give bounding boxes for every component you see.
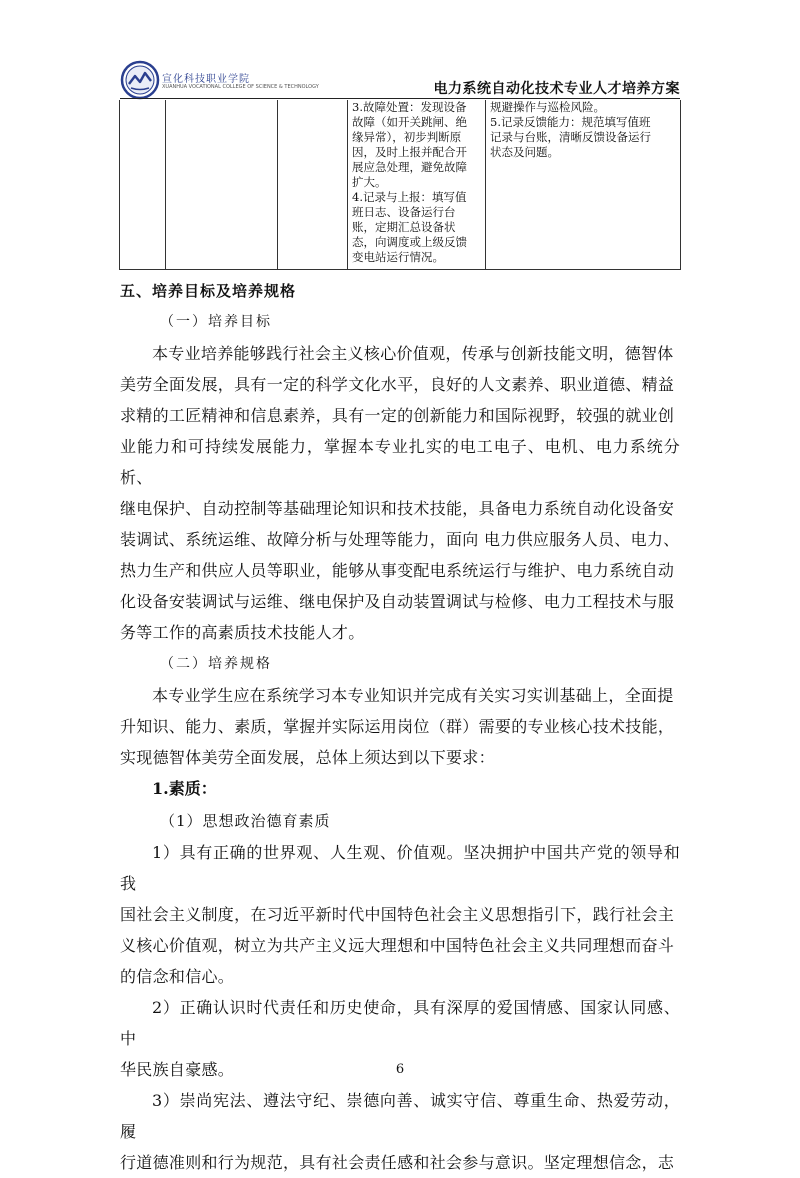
text-line: 装调试、系统运维、故障分析与处理等能力，面向 电力供应服务人员、电力、 bbox=[120, 530, 680, 549]
text-line: 热力生产和供应人员等职业，能够从事变配电系统运行与维护、电力系统自动 bbox=[120, 561, 675, 580]
cell-line: 账，定期汇总设备状 bbox=[352, 220, 456, 234]
text-line: 务等工作的高素质技术技能人才。 bbox=[120, 623, 365, 642]
spec-paragraph bbox=[120, 680, 680, 773]
text-line: 继电保护、自动控制等基础理论知识和技术技能，具备电力系统自动化设备安 bbox=[120, 499, 675, 518]
table-column-divider bbox=[165, 100, 166, 269]
section-heading: 五、培养目标及培养规格 bbox=[120, 282, 297, 300]
school-name: 宣化科技职业学院 bbox=[162, 74, 250, 85]
text-line: 1）具有正确的世界观、人生观、价值观。坚决拥护中国共产党的领导和我 bbox=[120, 843, 680, 893]
cell-line: 4.记录与上报：填写值 bbox=[352, 190, 467, 204]
cell-line: 故障（如开关跳闸、绝 bbox=[352, 115, 467, 129]
table-cell-abilities bbox=[490, 100, 676, 160]
document-body bbox=[120, 276, 680, 1178]
cell-line: 变电站运行情况。 bbox=[352, 250, 444, 264]
table-column-divider bbox=[277, 100, 278, 269]
header-divider bbox=[120, 98, 680, 99]
table-fragment bbox=[119, 100, 681, 270]
text-line: 的信念和信心。 bbox=[120, 967, 235, 986]
cell-line: 扩大。 bbox=[352, 175, 387, 189]
text-line: 本专业学生应在系统学习本专业知识并完成有关实习实训基础上，全面提 bbox=[152, 686, 674, 705]
subsection-heading-goal: （一）培养目标 bbox=[160, 314, 272, 330]
subsection-heading-spec: （二）培养规格 bbox=[160, 656, 272, 672]
quality-heading: 1.素质： bbox=[152, 779, 217, 798]
school-logo-icon bbox=[120, 60, 160, 100]
text-line: 义核心价值观，树立为共产主义远大理想和中国特色社会主义共同理想而奋斗 bbox=[120, 936, 675, 955]
cell-line: 状态及问题。 bbox=[490, 145, 559, 159]
text-line: 华民族自豪感。 bbox=[120, 1060, 235, 1079]
text-line: 求精的工匠精神和信息素养，具有一定的创新能力和国际视野，较强的就业创 bbox=[120, 406, 675, 425]
cell-line: 因，及时上报并配合开 bbox=[352, 145, 467, 159]
text-line: 3）崇尚宪法、遵法守纪、崇德向善、诚实守信、尊重生命、热爱劳动，履 bbox=[120, 1091, 680, 1141]
cell-line: 班日志、设备运行台 bbox=[352, 205, 456, 219]
table-column-divider bbox=[485, 100, 486, 269]
text-line: 2）正确认识时代责任和历史使命，具有深厚的爱国情感、国家认同感、中 bbox=[120, 998, 680, 1048]
cell-line: 3.故障处置：发现设备 bbox=[352, 100, 467, 114]
cell-line: 5.记录反馈能力：规范填写值班 bbox=[490, 115, 651, 129]
moral-heading: （1）思想政治德育素质 bbox=[160, 812, 331, 830]
text-line: 实现德智体美劳全面发展，总体上须达到以下要求： bbox=[120, 748, 495, 767]
table-column-divider bbox=[347, 100, 348, 269]
text-line: 行道德准则和行为规范，具有社会责任感和社会参与意识。坚定理想信念，志 bbox=[120, 1153, 675, 1172]
table-border-left bbox=[119, 100, 120, 269]
page-header bbox=[120, 60, 680, 100]
document-title: 电力系统自动化技术专业人才培养方案 bbox=[433, 81, 680, 97]
cell-line: 展应急处理，避免故障 bbox=[352, 160, 467, 174]
text-line: 国社会主义制度，在习近平新时代中国特色社会主义思想指引下，践行社会主 bbox=[120, 905, 675, 924]
text-line: 本专业培养能够践行社会主义核心价值观，传承与创新技能文明，德智体 bbox=[152, 344, 674, 363]
goal-paragraph bbox=[120, 338, 680, 648]
cell-line: 规避操作与巡检风险。 bbox=[490, 100, 605, 114]
table-border-right bbox=[680, 100, 681, 269]
cell-line: 缘异常），初步判断原 bbox=[352, 130, 462, 144]
item-3-paragraph bbox=[120, 1085, 680, 1178]
school-name-en: XUANHUA VOCATIONAL COLLEGE OF SCIENCE & TECHNOLOGY bbox=[162, 84, 319, 90]
text-line: 美劳全面发展，具有一定的科学文化水平，良好的人文素养、职业道德、精益 bbox=[120, 375, 675, 394]
text-line: 化设备安装调试与运维、继电保护及自动装置调试与检修、电力工程技术与服 bbox=[120, 592, 675, 611]
text-line: 升知识、能力、素质，掌握并实际运用岗位（群）需要的专业核心技术技能， bbox=[120, 717, 675, 736]
cell-line: 态，向调度或上级反馈 bbox=[352, 235, 467, 249]
table-cell-duties bbox=[352, 100, 482, 265]
text-line: 业能力和可持续发展能力，掌握本专业扎实的电工电子、电机、电力系统分析、 bbox=[120, 437, 680, 487]
item-1-paragraph bbox=[120, 837, 680, 992]
page-number: 6 bbox=[395, 1062, 405, 1077]
cell-line: 记录与台账，清晰反馈设备运行 bbox=[490, 130, 651, 144]
